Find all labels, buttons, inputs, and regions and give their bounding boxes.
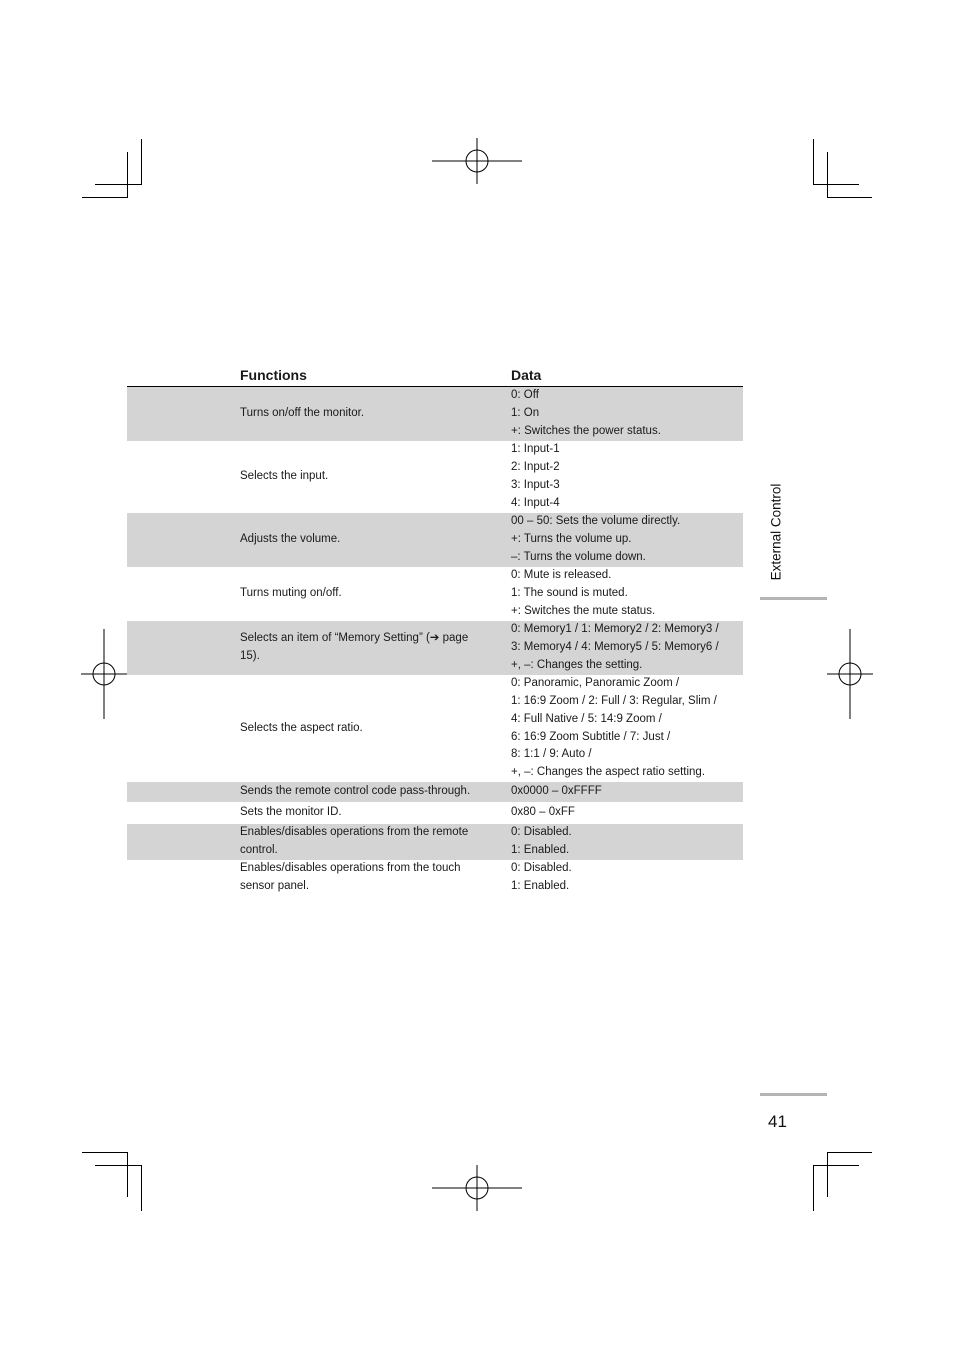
data-value-line: 3: Memory4 / 4: Memory5 / 5: Memory6 /: [511, 641, 719, 654]
data-cell: [511, 567, 743, 621]
data-cell: [511, 860, 743, 896]
data-value-line: 1: Enabled.: [511, 844, 570, 856]
table-body: [127, 387, 743, 896]
data-value-line: +: Switches the mute status.: [511, 604, 656, 617]
crop-mark-bottom-left: [127, 1152, 128, 1197]
table-row: [127, 387, 743, 441]
crop-mark-top-left: [95, 184, 141, 185]
page-number: 41: [768, 1112, 787, 1131]
data-value-line: 2: Input-2: [511, 461, 560, 474]
crop-mark-bottom-left: [95, 1165, 141, 1166]
crop-mark-top-left: [127, 152, 128, 198]
data-cell: [511, 675, 743, 782]
table-row: [127, 860, 743, 896]
data-value-line: 0: Panoramic, Panoramic Zoom /: [511, 677, 680, 690]
crop-mark-bottom-right: [813, 1165, 814, 1211]
table-row: [127, 621, 743, 675]
page-number-rule: [760, 1093, 827, 1096]
crop-mark-bottom-right: [827, 1152, 828, 1197]
table-row: [127, 513, 743, 567]
data-value-line: 3: Input-3: [511, 479, 560, 491]
crop-mark-top-right: [813, 139, 814, 185]
table-row: [127, 675, 743, 782]
header-data: Data: [511, 367, 542, 383]
data-value-line: 1: 16:9 Zoom / 2: Full / 3: Regular, Slim /: [511, 694, 717, 707]
table-row: [127, 441, 743, 513]
data-value-line: 4: Full Native / 5: 14:9 Zoom /: [511, 712, 662, 725]
function-cell: Enables/disables operations from the remote control.: [240, 826, 469, 856]
data-value-line: 6: 16:9 Zoom Subtitle / 7: Just /: [511, 730, 671, 743]
data-value-line: 1: The sound is muted.: [511, 587, 628, 600]
data-value-line: 0: Disabled.: [511, 826, 572, 839]
crop-mark-bottom-left: [82, 1152, 127, 1153]
data-cell: [511, 802, 743, 824]
registration-mark-bottom: [432, 1165, 522, 1211]
registration-mark-top: [432, 138, 522, 184]
section-tab-rule: [760, 597, 827, 600]
function-cell: Sets the monitor ID.: [240, 806, 342, 819]
registration-mark-left: [81, 629, 127, 719]
function-cell: Adjusts the volume.: [240, 533, 341, 546]
crop-mark-bottom-right: [813, 1165, 859, 1166]
function-cell: Enables/disables operations from the touch sensor panel.: [240, 862, 461, 892]
data-value-line: 0x0000 – 0xFFFF: [511, 785, 602, 798]
data-value-line: 0: Disabled.: [511, 862, 572, 875]
crop-mark-bottom-right: [827, 1152, 872, 1153]
header-functions: Functions: [240, 367, 307, 383]
data-value-line: 1: On: [511, 407, 540, 420]
table-header: [127, 366, 743, 387]
data-cell: [511, 387, 743, 441]
function-cell: Selects an item of “Memory Setting” (➔ page 15).: [240, 632, 469, 662]
crop-mark-top-right: [827, 197, 872, 198]
data-value-line: 1: Enabled.: [511, 880, 570, 892]
function-cell: Selects the aspect ratio.: [240, 721, 363, 734]
data-cell: [511, 441, 743, 513]
registration-mark-right: [827, 629, 873, 719]
data-cell: [511, 513, 743, 567]
function-cell: Selects the input.: [240, 470, 329, 483]
data-cell: [511, 621, 743, 675]
function-cell: Sends the remote control code pass-through.: [240, 785, 471, 798]
data-value-line: +: Turns the volume up.: [511, 533, 632, 546]
crop-mark-top-left: [82, 197, 127, 198]
data-value-line: +: Switches the power status.: [511, 424, 661, 437]
function-cell: Turns on/off the monitor.: [240, 407, 365, 420]
data-value-line: 0: Memory1 / 1: Memory2 / 2: Memory3 /: [511, 623, 719, 636]
crop-mark-top-left: [141, 139, 142, 185]
data-value-line: +, –: Changes the aspect ratio setting.: [511, 766, 706, 779]
data-cell: [511, 782, 743, 802]
data-value-line: 0: Off: [511, 389, 539, 402]
data-cell: [511, 824, 743, 860]
data-value-line: +, –: Changes the setting.: [511, 658, 643, 671]
data-value-line: –: Turns the volume down.: [511, 550, 646, 563]
command-table: [127, 366, 743, 896]
data-value-line: 00 – 50: Sets the volume directly.: [511, 515, 681, 528]
data-value-line: 0x80 – 0xFF: [511, 806, 575, 819]
crop-mark-top-right: [827, 152, 828, 198]
table-row: [127, 567, 743, 621]
table-row: [127, 824, 743, 860]
crop-mark-bottom-left: [141, 1165, 142, 1211]
section-tab-label: External Control: [768, 483, 784, 581]
table-row: [127, 782, 743, 802]
crop-mark-top-right: [813, 184, 859, 185]
data-value-line: 0: Mute is released.: [511, 569, 612, 582]
function-cell: Turns muting on/off.: [240, 587, 342, 600]
data-value-line: 8: 1:1 / 9: Auto /: [511, 748, 592, 761]
table-row: [127, 802, 743, 824]
data-value-line: 4: Input-4: [511, 496, 560, 509]
data-value-line: 1: Input-1: [511, 443, 560, 456]
